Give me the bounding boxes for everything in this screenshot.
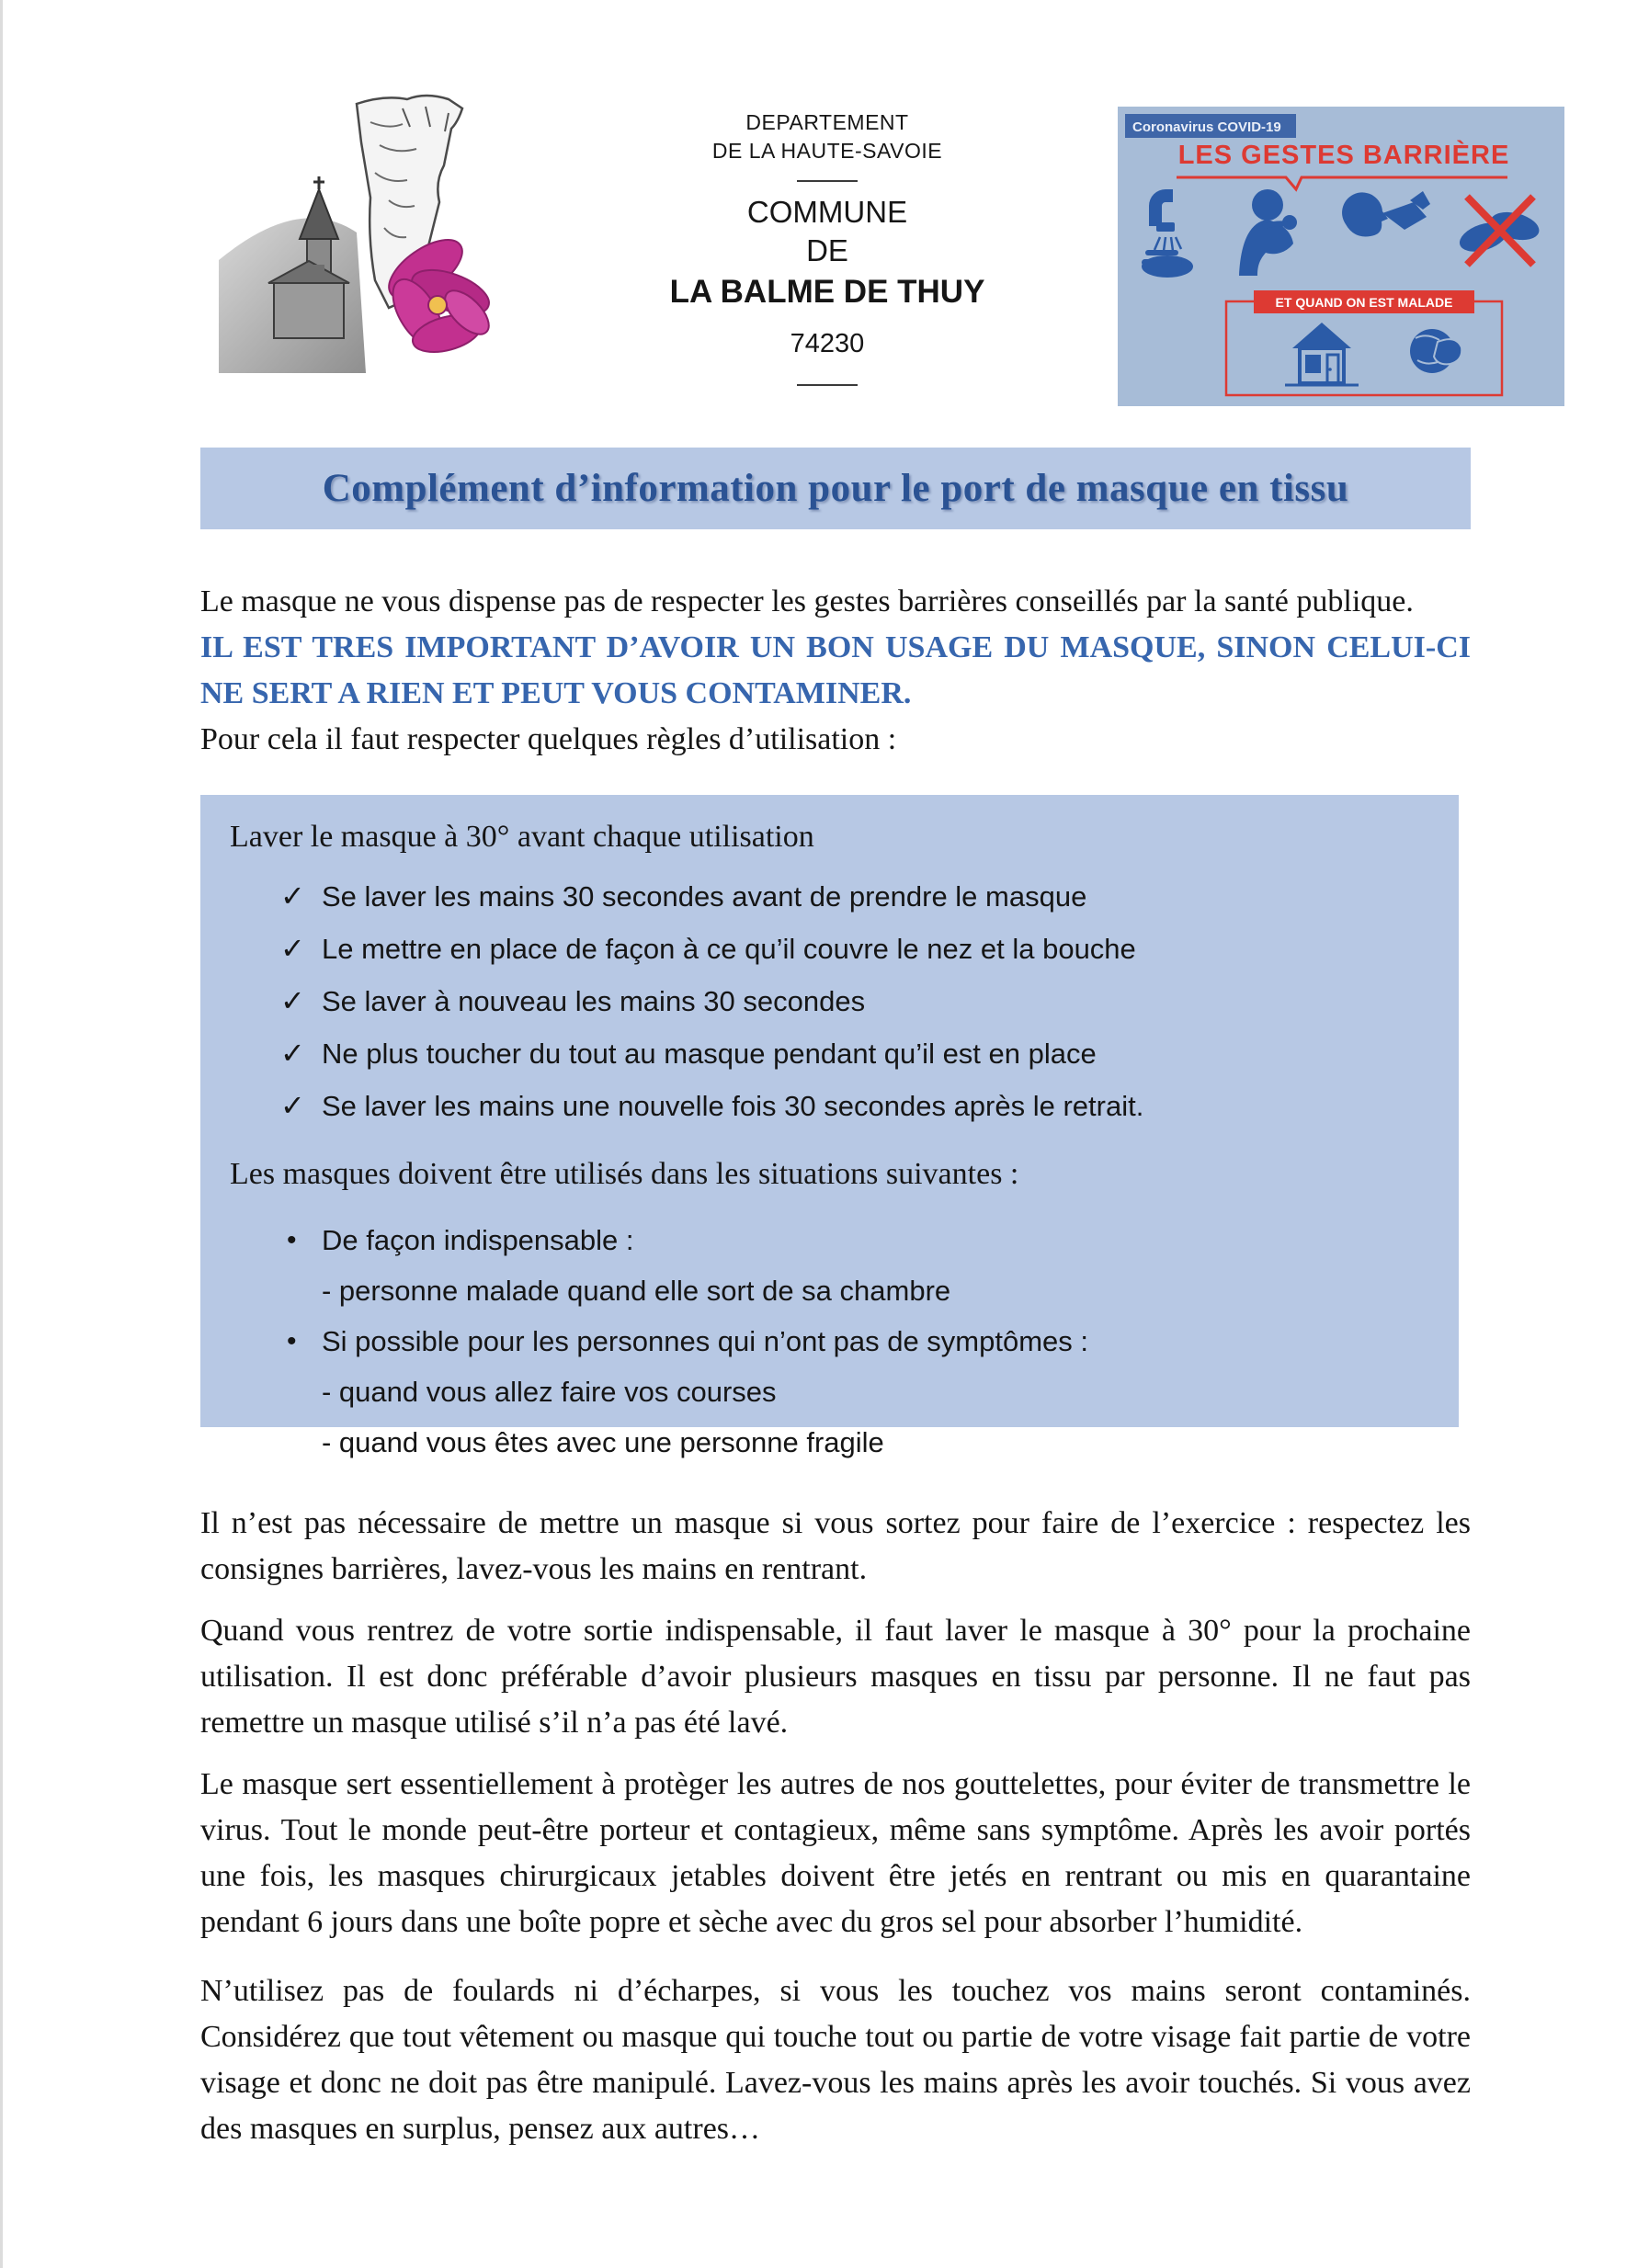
bullet-item xyxy=(230,1215,1431,1265)
situations-heading: Les masques doivent être utilisés dans les situations suivantes : xyxy=(230,1157,1019,1191)
paragraph-warning: IL EST TRES IMPORTANT D’AVOIR UN BON USAGE DU MASQUE, SINON CELUI-CI NE SERT A RIEN ET PEUT VOUS CONTAMINER. xyxy=(200,630,1471,710)
paragraph-foulards: N’utilisez pas de foulards ni d’écharpes, si vous les touchez vos mains seront contaminés. Considérez que tout vêtement ou masque qui touche tout ou partie de votre visage fait partie de votre visage et donc ne doit pas être manipulé. Lavez-vous les mains après les avoir touchés. Si vous avez des masques en surplus, pensez aux autres… xyxy=(200,1974,1471,2146)
postal-code: 74230 xyxy=(790,329,865,358)
check-item xyxy=(230,923,1431,975)
check-item-label: Se laver les mains une nouvelle fois 30 secondes après le retrait. xyxy=(322,1090,1144,1122)
paragraph-protection: Le masque sert essentiellement à protèger les autres de nos gouttelettes, pour éviter de transmettre le virus. Tout le monde peut-être porteur et contagieux, même sans symptôme. Après les avoir portés une fois, les masques chirurgicaux jetables doivent être jetés en rentrant ou mis en quarantaine pendant 6 jours dans une boîte popre et sèche avec du gros sel pour absorber l’humidité. xyxy=(200,1767,1471,1939)
divider-line xyxy=(797,384,858,386)
paragraph-rules-lead: Pour cela il faut respecter quelques règles d’utilisation : xyxy=(200,722,897,756)
poster-title: LES GESTES BARRIÈRE xyxy=(1177,141,1510,170)
check-icon: ✓ xyxy=(280,1037,305,1070)
document-body xyxy=(200,579,1471,2152)
bullet-sub-item xyxy=(230,1417,1431,1468)
paragraph-exercise: Il n’est pas nécessaire de mettre un masque si vous sortez pour faire de l’exercice : respectez les consignes barrières, lavez-vous les mains en rentrant. xyxy=(200,1506,1471,1586)
check-item-label: Le mettre en place de façon à ce qu’il couvre le nez et la bouche xyxy=(322,933,1136,965)
village-cliff-orchid-illustration xyxy=(219,81,496,373)
check-icon: ✓ xyxy=(280,932,305,965)
department-line2: DE LA HAUTE-SAVOIE xyxy=(711,139,943,163)
check-item xyxy=(230,1080,1431,1132)
bullet-icon: • xyxy=(287,1326,297,1356)
bullet-icon: • xyxy=(287,1225,297,1255)
rules-box xyxy=(200,795,1459,1458)
check-icon: ✓ xyxy=(280,984,305,1017)
bullet-sub-label: - quand vous allez faire vos courses xyxy=(322,1376,777,1408)
commune-name: LA BALME DE THUY xyxy=(669,274,985,310)
rules-checklist xyxy=(230,870,1431,1132)
situations-list xyxy=(230,1215,1431,1468)
bullet-sub-item xyxy=(230,1366,1431,1417)
commune-line1: COMMUNE xyxy=(746,195,908,229)
divider-line xyxy=(797,180,858,182)
paragraph-retour: Quand vous rentrez de votre sortie indispensable, il faut laver le masque à 30° pour la prochaine utilisation. Il est donc préférable d’avoir plusieurs masques en tissu par personne. Il ne faut pas remettre un masque utilisé s’il n’a pas été lavé. xyxy=(200,1614,1471,1740)
bullet-label: Si possible pour les personnes qui n’ont pas de symptômes : xyxy=(322,1325,1089,1357)
check-item xyxy=(230,1027,1431,1080)
bullet-sub-item xyxy=(230,1265,1431,1316)
bullet-sub-label: - quand vous êtes avec une personne fragile xyxy=(322,1426,884,1458)
commune-letterhead xyxy=(631,108,1023,391)
covid-badge-label: Coronavirus COVID-19 xyxy=(1132,119,1281,135)
check-item xyxy=(230,870,1431,923)
bullet-label: De façon indispensable : xyxy=(322,1224,634,1256)
paragraph-intro: Le masque ne vous dispense pas de respecter les gestes barrières conseillés par la santé publique. xyxy=(200,584,1414,618)
check-icon: ✓ xyxy=(280,1089,305,1122)
commune-line2: DE xyxy=(806,233,848,267)
check-item-label: Se laver à nouveau les mains 30 secondes xyxy=(322,985,866,1017)
bullet-sub-label: - personne malade quand elle sort de sa chambre xyxy=(322,1275,951,1307)
scan-edge-artifact xyxy=(0,0,3,2268)
bullet-item xyxy=(230,1316,1431,1366)
check-item-label: Se laver les mains 30 secondes avant de prendre le masque xyxy=(322,880,1087,913)
page-title: Complément d’information pour le port de masque en tissu xyxy=(322,467,1349,510)
department-line1: DEPARTEMENT xyxy=(745,110,909,134)
check-item xyxy=(230,975,1431,1027)
title-banner xyxy=(200,448,1471,529)
check-icon: ✓ xyxy=(280,879,305,913)
malade-label: ET QUAND ON EST MALADE xyxy=(1275,295,1453,310)
rules-heading: Laver le masque à 30° avant chaque utilisation xyxy=(230,820,814,854)
check-item-label: Ne plus toucher du tout au masque pendant qu’il est en place xyxy=(322,1038,1097,1070)
gestes-barriere-poster xyxy=(1118,107,1564,406)
